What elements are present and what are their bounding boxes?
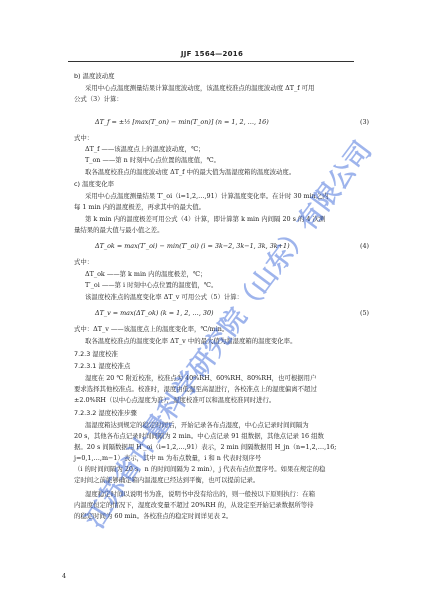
text-line: j=0,1,…,m−1）表示，其中 m 为布点数量，i 和 n 代表时刻序号 xyxy=(74,454,262,462)
text-line: ΔT_f ——该温度点上的温度波动度，℃； xyxy=(85,145,205,153)
text-line: 式中： xyxy=(74,258,94,266)
running-header: JJF 1564—2016 xyxy=(180,50,244,58)
text-line: 定时间之前能够确定箱内温湿度已经达到平衡，也可以提前记录。 xyxy=(74,476,260,484)
text-line: 第 k min 内的温度极差可用公式（4）计算，即计算第 k min 内间隔 20 s 的 4 次测 xyxy=(85,215,326,223)
text-line: 7.2.3.1 湿度校准点 xyxy=(74,362,131,370)
text-line: 量结果的最大值与最小值之差。 xyxy=(74,226,164,234)
text-line: 取各温度校准点的温度波动度 ΔT_f 中的最大值为温湿度箱的温度波动度。 xyxy=(85,168,296,176)
text-line: c) 温度变化率 xyxy=(74,180,114,188)
text-line: 内温度恒定的情况下，湿度改变量不超过 20%RH 的，从设定至开始记录数据所等待 xyxy=(74,501,314,509)
svg-text:江苏省计量科学研究院（山东）有限公司: 江苏省计量科学研究院（山东）有限公司 xyxy=(80,136,379,534)
equation-number: (3) xyxy=(360,118,370,126)
text-line: 式中：ΔT_v ——该温度点上的温度变化率，℃/min。 xyxy=(74,325,229,333)
page-number: 4 xyxy=(62,572,67,580)
text-line: T′_oi ——第 i 时刻中心点位置的温度值，℃。 xyxy=(85,281,218,289)
text-line: 每 1 min 内的温度极差，再求其中的最大值。 xyxy=(74,203,206,211)
equation-number: (4) xyxy=(360,242,370,250)
text-line: （i 的时间间隔为 20 s，n 的时间间隔为 2 min），j 代表布点位置序号。如果在规定的稳 xyxy=(74,465,326,473)
text-line: 湿度稳定时间以说明书为准，说明书中没有给出的，则一般按以下原则执行：在箱 xyxy=(85,490,316,498)
text-line: ±2.0%RH（以中心点湿度为准），湿度校准可以和温度校准同时进行。 xyxy=(74,396,276,404)
text-line: 采用中心点温度测量结果计算温度波动度，该温度校准点的温度波动度 ΔT_f 可用 xyxy=(85,84,315,92)
text-line: 的稳定时间为 60 min。各校准点的稳定时间详见表 2。 xyxy=(74,512,233,520)
equation-number: (5) xyxy=(360,309,370,317)
text-line: 要求选择其他校准点。校准时，湿度由低湿至高湿进行，各校准点上的湿度偏离不超过 xyxy=(74,385,317,393)
text-line: 20 s，其他各布点记录时间间隔为 2 min。中心点记录 91 组数据，其他点记录 16 组数 xyxy=(74,432,324,440)
text-line: 据。20 s 间隔数据用 H′_oi（i=1,2,…,91）表示，2 min 间隔数据用 H_jn（n=1,2,…,16; xyxy=(74,443,337,451)
text-line: T_on ——第 n 时刻中心点位置的温度值，℃。 xyxy=(85,156,221,164)
text-line: ΔT_f = ±½ [max(T_on) − min(T_on)] (n = 1, 2, …, 16) xyxy=(95,118,269,126)
text-line: ΔT_ok = max(T′_oi) − min(T′_oi) (i = 3k−2, 3k−1, 3k, 3k+1) xyxy=(95,242,290,250)
header-rule xyxy=(68,61,354,62)
text-line: 7.2.3 湿度校准 xyxy=(74,350,118,358)
text-line: 湿度在 20 ℃ 附近校准，校准点为 40%RH、60%RH、80%RH，也可根据用户 xyxy=(85,374,317,382)
text-line: ΔT_v = max(ΔT_ok) (k = 1, 2, …, 30) xyxy=(95,309,214,317)
text-line: 公式（3）计算： xyxy=(74,95,123,103)
text-line: 式中： xyxy=(74,134,94,142)
text-line: 7.2.3.2 湿度校准步骤 xyxy=(74,409,137,417)
text-line: 采用中心点温度测量结果 T′_oi（i=1,2,…,91）计算温度变化率。在计时 30 min之内 xyxy=(85,192,329,200)
text-line: 温湿度箱达到规定的稳定时间后，开始记录各布点湿度，中心点记录时间间隔为 xyxy=(85,421,309,429)
text-line: ΔT_ok ——第 k min 内的温度极差，℃； xyxy=(85,270,207,278)
text-line: 该温度校准点的温度变化率 ΔT_v 可用公式（5）计算： xyxy=(85,293,244,301)
text-line: b) 温度波动度 xyxy=(74,72,115,80)
text-line: 取各温度校准点的温度变化率 ΔT_v 中的最大值为温湿度箱的温度变化率。 xyxy=(85,337,297,345)
